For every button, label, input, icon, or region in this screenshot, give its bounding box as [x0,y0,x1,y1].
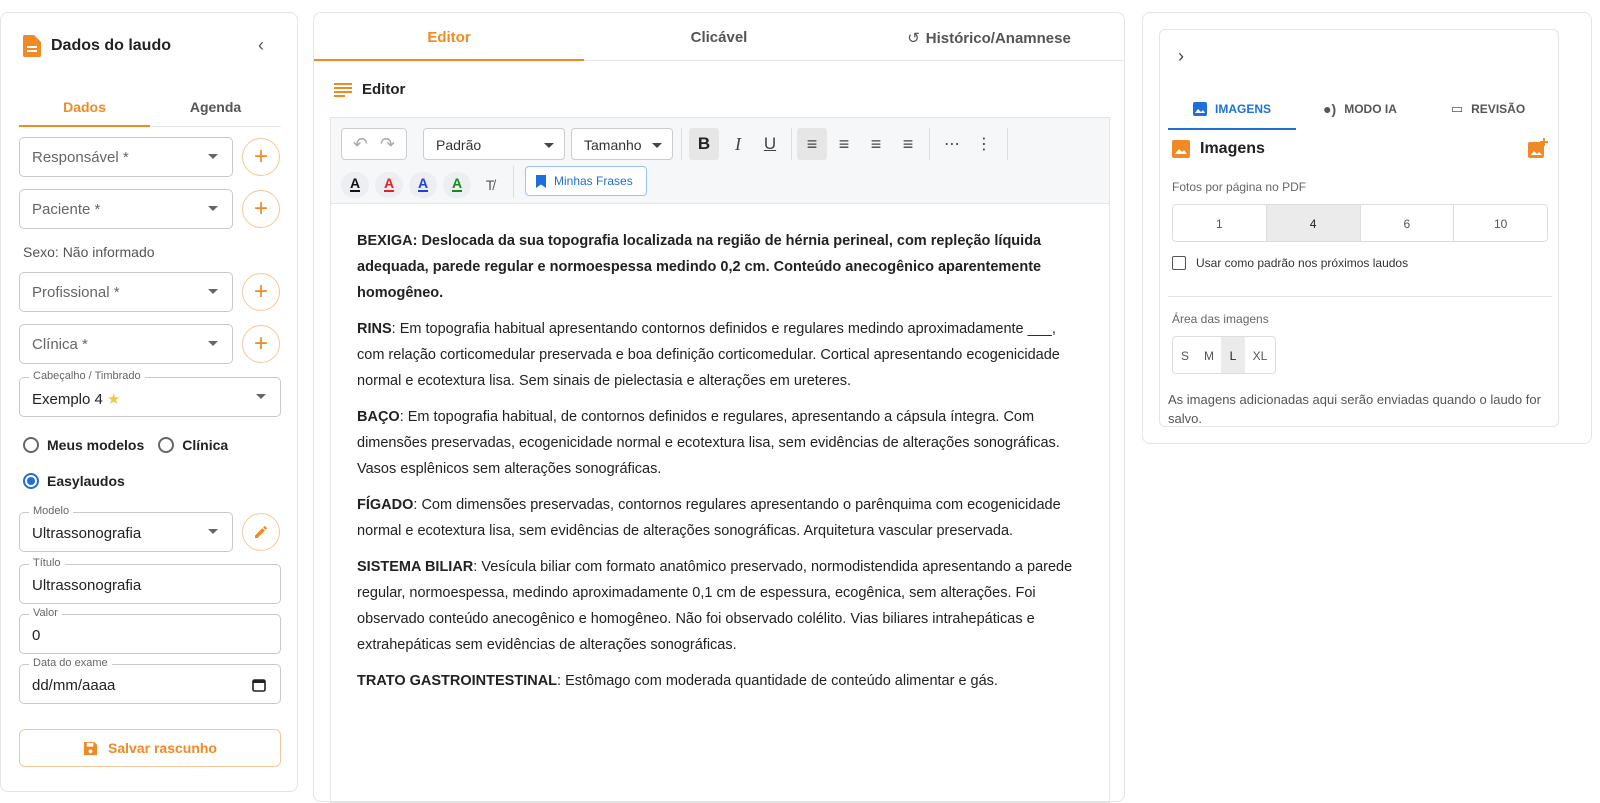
fotos-option-4[interactable]: 4 [1267,205,1361,241]
paciente-label: Paciente [32,201,91,218]
document-icon [23,35,41,57]
tab-revisao[interactable]: ▭ REVISÃO [1450,101,1526,116]
add-paciente-button[interactable]: + [242,190,280,228]
add-photo-icon[interactable] [1528,138,1548,163]
doc-paragraph: TRATO GASTROINTESTINAL: Estômago com moderada quantidade de conteúdo alimentar e gás. [357,673,998,689]
undo-icon[interactable]: ↶ [352,133,368,154]
text-color-black-button[interactable]: A [341,172,369,198]
clinica-select[interactable]: Clínica * [19,324,233,364]
data-exame-value: dd/mm/aaaa [32,677,116,694]
area-option-s[interactable]: S [1180,349,1189,363]
tab-clicavel[interactable]: Clicável [690,29,748,46]
bold-button[interactable]: B [689,128,719,160]
fotos-option-6[interactable]: 6 [1361,205,1455,241]
use-default-label: Usar como padrão nos próximos laudos [1196,256,1409,270]
bullet-list-icon[interactable]: ⋯ [944,136,960,153]
tab-historico[interactable] [854,13,1124,60]
tab-modo-ia[interactable]: ●) MODO IA [1323,101,1397,117]
center-tabs [314,13,1124,61]
radio-meus-modelos[interactable] [23,437,39,453]
photo-icon [1172,140,1190,158]
italic-button[interactable]: I [735,133,741,154]
pencil-icon [253,524,269,540]
align-justify-icon[interactable]: ≡ [902,133,914,154]
valor-value: 0 [32,627,41,644]
radio-easylaudos-label: Easylaudos [47,473,125,489]
fotos-per-page-selector [1172,204,1548,242]
image-icon [1193,102,1207,116]
tab-editor[interactable]: Editor [314,13,584,60]
editor-toolbar [330,117,1110,203]
size-select[interactable]: Tamanho [571,128,673,160]
area-label: Área das imagens [1172,312,1269,326]
images-card [1159,29,1559,427]
toolbar-divider [681,128,682,160]
floppy-disk-icon [83,741,98,756]
save-draft-label: Salvar rascunho [108,740,217,756]
tab-historico-label: Histórico/Anamnese [925,30,1071,47]
cabecalho-select[interactable] [19,370,281,417]
modelo-select[interactable] [19,505,233,552]
underline-button[interactable]: U [763,134,777,153]
doc-paragraph: RINS: Em topografia habitual apresentando contornos definidos e regulares medindo aproximadamente ___, com relação corticomedular preservada e boa definição corticomedular. Cortical apresentando ecogenicidade normal e ecotextura lisa. Sem sinais de pielectasia e alterações em ureteres. [357,321,1060,389]
area-option-m[interactable]: M [1204,349,1214,363]
default-checkbox-row [1172,256,1408,270]
radio-clinica[interactable] [158,437,174,453]
radio-meus-modelos-label: Meus modelos [47,437,145,453]
tab-imagens[interactable]: IMAGENS [1168,88,1296,130]
radio-group-easylaudos [23,473,125,489]
dropdown-caret-icon [208,206,218,211]
images-panel [1142,12,1592,444]
align-center-icon[interactable]: ≡ [838,133,850,154]
history-icon: ↺ [907,30,920,47]
cabecalho-value: Exemplo 4 [32,391,103,408]
images-note: As imagens adicionadas aqui serão enviadas quando o laudo for salvo. [1168,392,1541,426]
profissional-select[interactable]: Profissional * [19,272,233,312]
paciente-select[interactable]: Paciente * [19,189,233,229]
dropdown-caret-icon [256,394,266,399]
add-clinica-button[interactable]: + [242,325,280,363]
responsavel-label: Responsável [32,149,119,166]
dropdown-caret-icon [208,529,218,534]
document-body[interactable] [330,203,1110,803]
use-default-checkbox[interactable] [1172,256,1186,270]
dropdown-caret-icon [208,154,218,159]
cabecalho-label: Cabeçalho / Timbrado [29,370,145,382]
radio-easylaudos[interactable] [23,473,39,489]
modelo-label: Modelo [29,505,73,517]
right-tabs [1168,88,1552,130]
tab-dados[interactable]: Dados [19,85,150,126]
calendar-icon[interactable] [252,678,266,692]
fotos-option-10[interactable]: 10 [1493,217,1508,231]
radio-group-modelos [23,437,228,453]
divider [1168,296,1552,297]
doc-paragraph: BEXIGA: Deslocada da sua topografia localizada na região de hérnia perineal, com repleção líquida adequada, parede regular e normoespessa medindo 0,2 cm. Conteúdo anecogênico aparentemente homogêneo. [357,233,1042,301]
doc-paragraph: SISTEMA BILIAR: Vesícula biliar com formato anatômico preservado, normodistendida apresentando a parede regular, normoespessa, medindo aproximadamente 0,1 cm de espessura, ecogênica, sem alterações. Foi observado conteúdo anecogênico e homogêneo. Não foi observado colélito. Vias biliares intrahepáticas e extrahepáticas sem evidências de alterações sonográficas. [357,559,1073,653]
editor-heading [334,81,405,98]
edit-modelo-button[interactable] [242,513,280,551]
add-profissional-button[interactable]: + [242,273,280,311]
left-tabs [19,85,281,127]
panel-header [23,35,171,57]
align-right-icon[interactable]: ≡ [870,133,882,154]
voice-person-icon: ●) [1323,101,1337,117]
sexo-text: Sexo: Não informado [23,244,155,260]
align-left-icon[interactable]: ≡ [797,128,827,160]
area-option-xl[interactable]: XL [1252,349,1268,363]
editor-panel [313,12,1125,802]
toolbar-divider [1007,128,1008,160]
dropdown-caret-icon [208,289,218,294]
responsavel-select[interactable]: Responsável * [19,137,233,177]
undo-redo-group [341,128,407,160]
laudo-data-panel [0,12,298,792]
valor-label: Valor [29,607,62,619]
dropdown-caret-icon [208,341,218,346]
data-exame-label: Data do exame [29,657,112,669]
bookmark-icon [536,175,546,188]
radio-clinica-label: Clínica [182,437,229,453]
titulo-label: Título [29,557,65,569]
clinica-label: Clínica [32,336,78,353]
toolbar-divider [791,128,792,160]
modelo-value: Ultrassonografia [32,525,142,542]
text-color-blue-button[interactable]: A [409,172,437,198]
text-color-red-button[interactable]: A [375,172,403,198]
toolbar-divider [513,166,514,198]
titulo-value: Ultrassonografia [32,577,142,594]
dropdown-caret-icon [652,143,662,148]
dropdown-caret-icon [544,143,554,148]
images-heading [1172,140,1265,158]
area-option-l[interactable]: L [1221,337,1245,373]
star-icon: ★ [107,391,121,408]
images-title: Imagens [1200,140,1265,157]
text-lines-icon [334,83,352,97]
add-responsavel-button[interactable]: + [242,138,280,176]
toolbar-divider [929,128,930,160]
fotos-option-1[interactable]: 1 [1173,205,1267,241]
clear-format-icon[interactable]: T̸ [485,177,495,193]
panel-title: Dados do laudo [51,37,171,54]
save-draft-button[interactable] [19,729,281,767]
text-color-green-button[interactable]: A [443,172,471,198]
minhas-frases-button[interactable]: Minhas Frases [525,166,647,196]
tab-agenda[interactable]: Agenda [189,99,242,115]
numbered-list-icon[interactable]: ⋮ [976,136,992,153]
editor-title: Editor [362,81,406,98]
rate-review-icon: ▭ [1450,101,1464,116]
titulo-field[interactable] [19,557,281,604]
data-exame-field[interactable] [19,657,281,704]
expand-chevron-icon[interactable]: › [1178,46,1184,66]
redo-icon[interactable]: ↷ [380,133,396,154]
fotos-label: Fotos por página no PDF [1172,180,1307,194]
profissional-label: Profissional [32,284,110,301]
doc-paragraph: FÍGADO: Com dimensões preservadas, contornos regulares apresentando o parênquima com ecogenicidade normal e ecotextura lisa, sem evidências de alterações sonográficas. Arquitetura vascular preservada. [357,497,1061,539]
doc-paragraph: BAÇO: Em topografia habitual, de contornos definidos e regulares, apresentando a cápsula íntegra. Com dimensões preservadas, ecogenicidade normal e ecotextura lisa, sem evidências de alterações sonográficas. Vasos esplênicos sem alterações sonográficas. [357,409,1060,477]
font-select[interactable]: Padrão [423,128,565,160]
valor-field[interactable] [19,607,281,654]
image-area-selector [1172,336,1276,374]
collapse-chevron-icon[interactable]: ‹ [258,35,264,55]
